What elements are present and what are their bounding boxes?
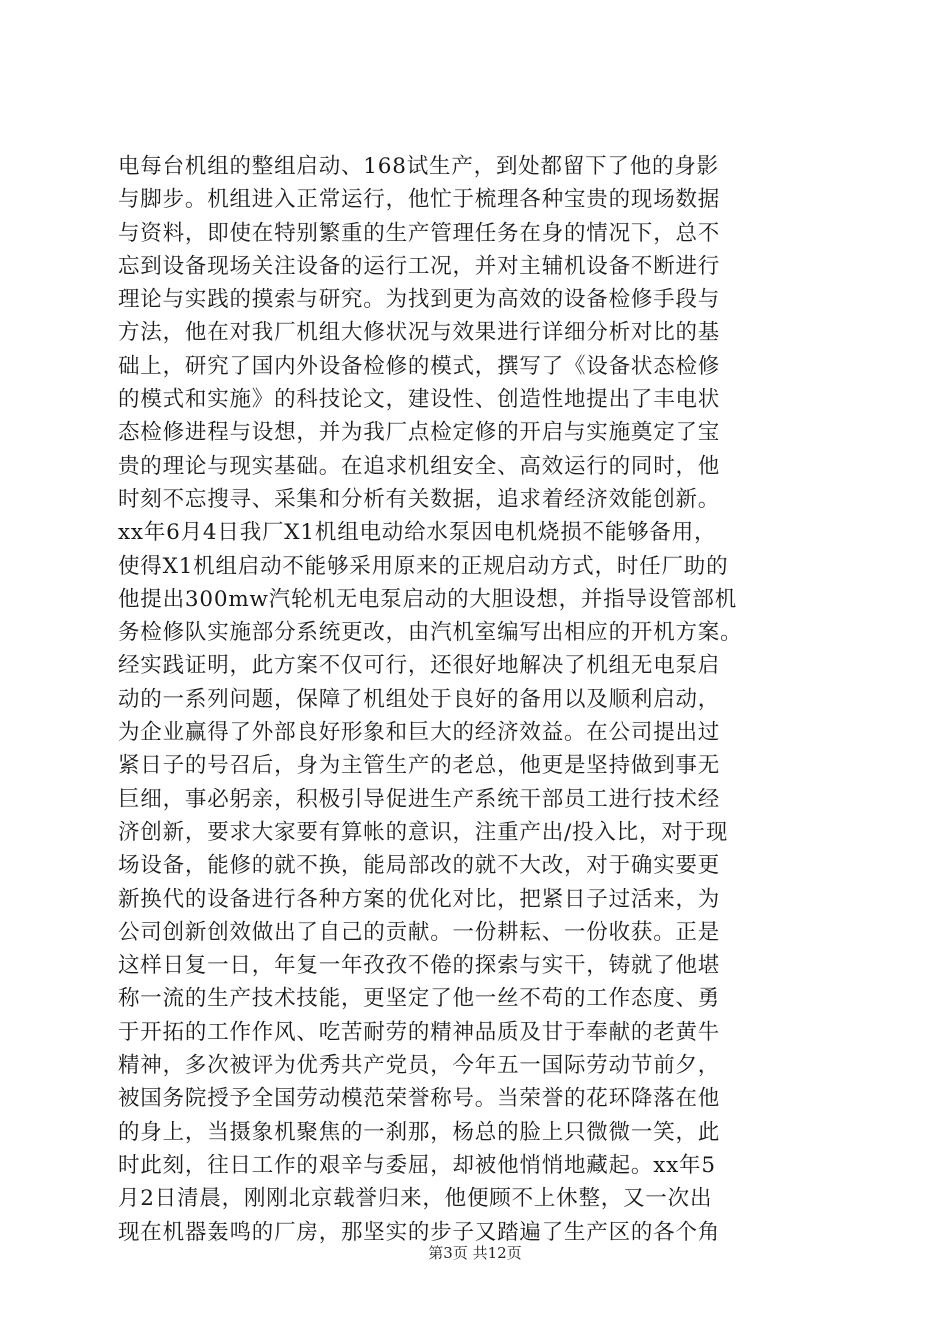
text-line: 精神，多次被评为优秀共产党员，今年五一国际劳动节前夕，	[118, 1053, 721, 1079]
text-line: 他提出300mw汽轮机无电泵启动的大胆设想，并指导设管部机	[118, 586, 738, 612]
text-line: 为企业赢得了外部良好形象和巨大的经济效益。在公司提出过	[118, 720, 721, 746]
text-line: xx年6月4日我厂X1机组电动给水泵因电机烧损不能够备用，	[118, 520, 717, 546]
text-line: 经实践证明，此方案不仅可行，还很好地解决了机组无电泵启	[118, 653, 721, 679]
text-line: 的模式和实施》的科技论文，建设性、创造性地提出了丰电状	[118, 387, 721, 413]
text-line: 务检修队实施部分系统更改，由汽机室编写出相应的开机方案。	[118, 620, 743, 646]
text-line: 动的一系列问题，保障了机组处于良好的备用以及顺利启动，	[118, 686, 721, 712]
text-line: 与资料，即使在特别繁重的生产管理任务在身的情况下，总不	[118, 220, 721, 246]
text-line: 电每台机组的整组启动、168试生产，到处都留下了他的身影	[118, 154, 719, 179]
text-line: 现在机器轰鸣的厂房，那坚实的步子又踏遍了生产区的各个角	[118, 1219, 721, 1245]
page-footer: 第3页 共12页	[428, 1244, 522, 1262]
text-line: 巨细，事必躬亲，积极引导促进生产系统干部员工进行技术经	[118, 786, 721, 812]
body-text	[118, 150, 838, 1249]
text-line: 济创新，要求大家要有算帐的意识，注重产出/投入比，对于现	[118, 819, 729, 845]
text-line: 与脚步。机组进入正常运行，他忙于梳理各种宝贵的现场数据	[118, 187, 721, 213]
text-line: 被国务院授予全国劳动模范荣誉称号。当荣誉的花环降落在他	[118, 1086, 721, 1112]
text-line: 贵的理论与现实基础。在追求机组安全、高效运行的同时，他	[118, 453, 721, 479]
text-line: 使得X1机组启动不能够采用原来的正规启动方式，时任厂助的	[118, 553, 729, 579]
text-line: 时刻不忘搜寻、采集和分析有关数据，追求着经济效能创新。	[118, 486, 721, 512]
text-line: 方法，他在对我厂机组大修状况与效果进行详细分析对比的基	[118, 320, 721, 346]
text-line: 础上，研究了国内外设备检修的模式，撰写了《设备状态检修	[118, 353, 721, 379]
text-line: 时此刻，往日工作的艰辛与委屈，却被他悄悄地藏起。xx年5	[118, 1152, 716, 1178]
text-line: 场设备，能修的就不换，能局部改的就不大改，对于确实要更	[118, 853, 721, 879]
text-line: 的身上，当摄象机聚焦的一刹那，杨总的脸上只微微一笑，此	[118, 1119, 721, 1145]
text-line: 紧日子的号召后，身为主管生产的老总，他更是坚持做到事无	[118, 753, 721, 779]
text-line: 理论与实践的摸索与研究。为找到更为高效的设备检修手段与	[118, 287, 721, 313]
text-line: 新换代的设备进行各种方案的优化对比，把紧日子过活来，为	[118, 886, 721, 912]
text-line: 于开拓的工作作风、吃苦耐劳的精神品质及甘于奉献的老黄牛	[118, 1019, 721, 1045]
text-line: 公司创新创效做出了自己的贡献。一份耕耘、一份收获。正是	[118, 919, 721, 945]
text-line: 这样日复一日，年复一年孜孜不倦的探索与实干，铸就了他堪	[118, 953, 721, 979]
text-line: 忘到设备现场关注设备的运行工况，并对主辅机设备不断进行	[118, 253, 721, 279]
text-line: 称一流的生产技术技能，更坚定了他一丝不苟的工作态度、勇	[118, 986, 721, 1012]
text-line: 态检修进程与设想，并为我厂点检定修的开启与实施奠定了宝	[118, 420, 721, 446]
text-line: 月2日清晨，刚刚北京载誉归来，他便顾不上休整，又一次出	[118, 1186, 713, 1212]
